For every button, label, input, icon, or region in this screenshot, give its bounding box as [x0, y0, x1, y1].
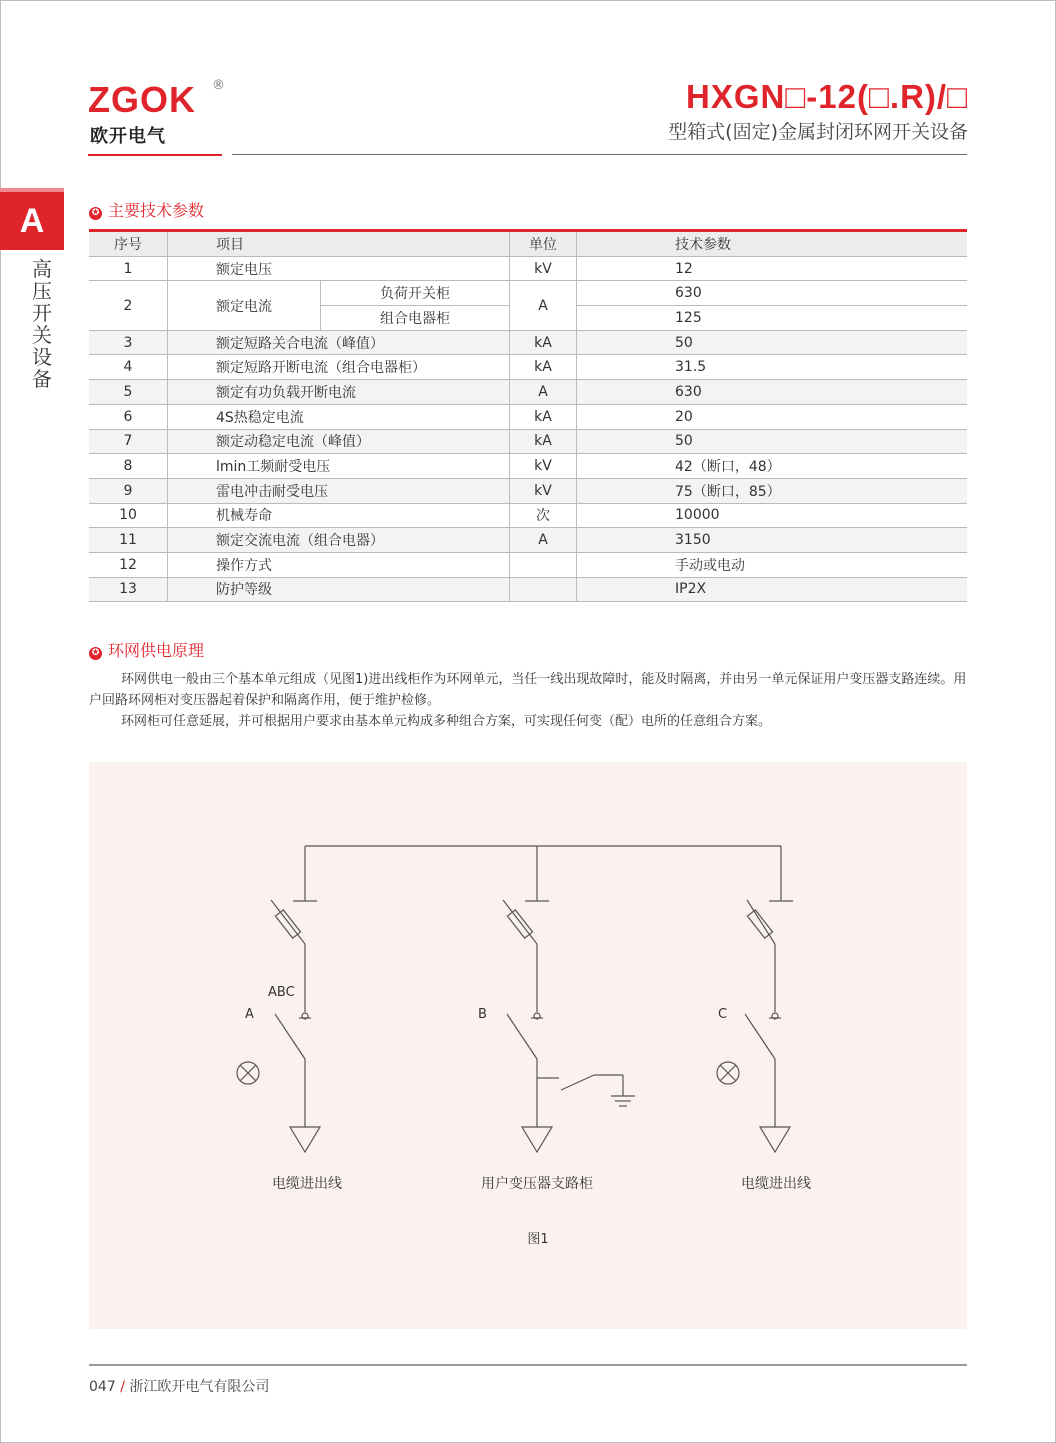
ring-description — [89, 669, 967, 732]
params-table — [89, 232, 967, 602]
side-tab-letter: A — [0, 188, 64, 250]
brand-logo: ZGOK — [88, 79, 196, 120]
caption-left: 电缆进出线 — [272, 1176, 342, 1192]
header-item: 项目 — [168, 232, 510, 256]
footer — [89, 1376, 269, 1396]
caption-right: 电缆进出线 — [741, 1176, 811, 1192]
figure-caption: 图1 — [527, 1232, 549, 1247]
product-model: HXGN□-12(□.R)/□ — [686, 78, 968, 115]
table-row: 3 额定短路关合电流（峰值） kA 50 — [89, 330, 967, 355]
table-row: 6 4S热稳定电流 kA 20 — [89, 404, 967, 429]
unit-right — [717, 846, 793, 1152]
paragraph-2: 环网柜可任意延展，并可根据用户要求由基本单元构成多种组合方案，可实现任何变（配）电所的任意组合方案。 — [121, 714, 772, 729]
table-row: 2 额定电流 负荷开关柜 A 630 — [89, 281, 967, 306]
table-header-row — [89, 232, 967, 256]
table-row: 5 额定有功负载开断电流 A 630 — [89, 380, 967, 405]
header-value: 技术参数 — [577, 232, 968, 256]
section-title-params: ✪ 主要技术参数 — [89, 198, 204, 221]
table-row: 7 额定动稳定电流（峰值） kA 50 — [89, 429, 967, 454]
table-row: 11 额定交流电流（组合电器） A 3150 — [89, 528, 967, 553]
header-rule — [232, 154, 967, 155]
bullet-icon: ✪ — [89, 647, 102, 660]
paragraph-1: 环网供电一般由三个基本单元组成（见图1)进出线柜作为环网单元，当任一线出现故障时，能及时隔离，并由另一单元保证用户变压器支路连续。用户回路环网柜对变压器起着保护和隔离作用，便于维护检修。 — [89, 672, 967, 708]
ring-diagram-svg — [89, 762, 967, 1329]
table-row: 4 额定短路开断电流（组合电器柜） kA 31.5 — [89, 355, 967, 380]
table-row: 13 防护等级 IP2X — [89, 577, 967, 602]
label-abc: ABC — [268, 985, 295, 1000]
label-b: B — [478, 1007, 487, 1022]
label-a: A — [245, 1007, 254, 1022]
header-no: 序号 — [89, 232, 168, 256]
unit-middle — [503, 846, 635, 1152]
registered-mark: ® — [212, 78, 225, 93]
label-c: C — [718, 1007, 728, 1022]
page-number: 047 — [89, 1379, 116, 1395]
table-row: 8 lmin工频耐受电压 kV 42（断口，48） — [89, 454, 967, 479]
footer-company: 浙江欧开电气有限公司 — [129, 1379, 270, 1395]
brand-company-cn: 欧开电气 — [90, 126, 166, 147]
table-row: 组合电器柜 125 — [89, 306, 967, 331]
section-title-ring: ✪ 环网供电原理 — [89, 638, 204, 661]
table-row: 9 雷电冲击耐受电压 kV 75（断口，85） — [89, 478, 967, 503]
table-row: 10 机械寿命 次 10000 — [89, 503, 967, 528]
caption-middle: 用户变压器支路柜 — [481, 1176, 593, 1192]
header-unit: 单位 — [510, 232, 577, 256]
product-subtitle: 型箱式(固定)金属封闭环网开关设备 — [668, 121, 968, 143]
footer-slash: / — [120, 1379, 125, 1395]
side-tab-label: 高压开关设备 — [32, 257, 52, 391]
table-row: 12 操作方式 手动或电动 — [89, 552, 967, 577]
logo-underline — [88, 154, 222, 156]
ring-diagram — [89, 762, 967, 1329]
footer-rule — [89, 1364, 967, 1366]
table-row: 1 额定电压 kV 12 — [89, 256, 967, 281]
bullet-icon: ✪ — [89, 207, 102, 220]
